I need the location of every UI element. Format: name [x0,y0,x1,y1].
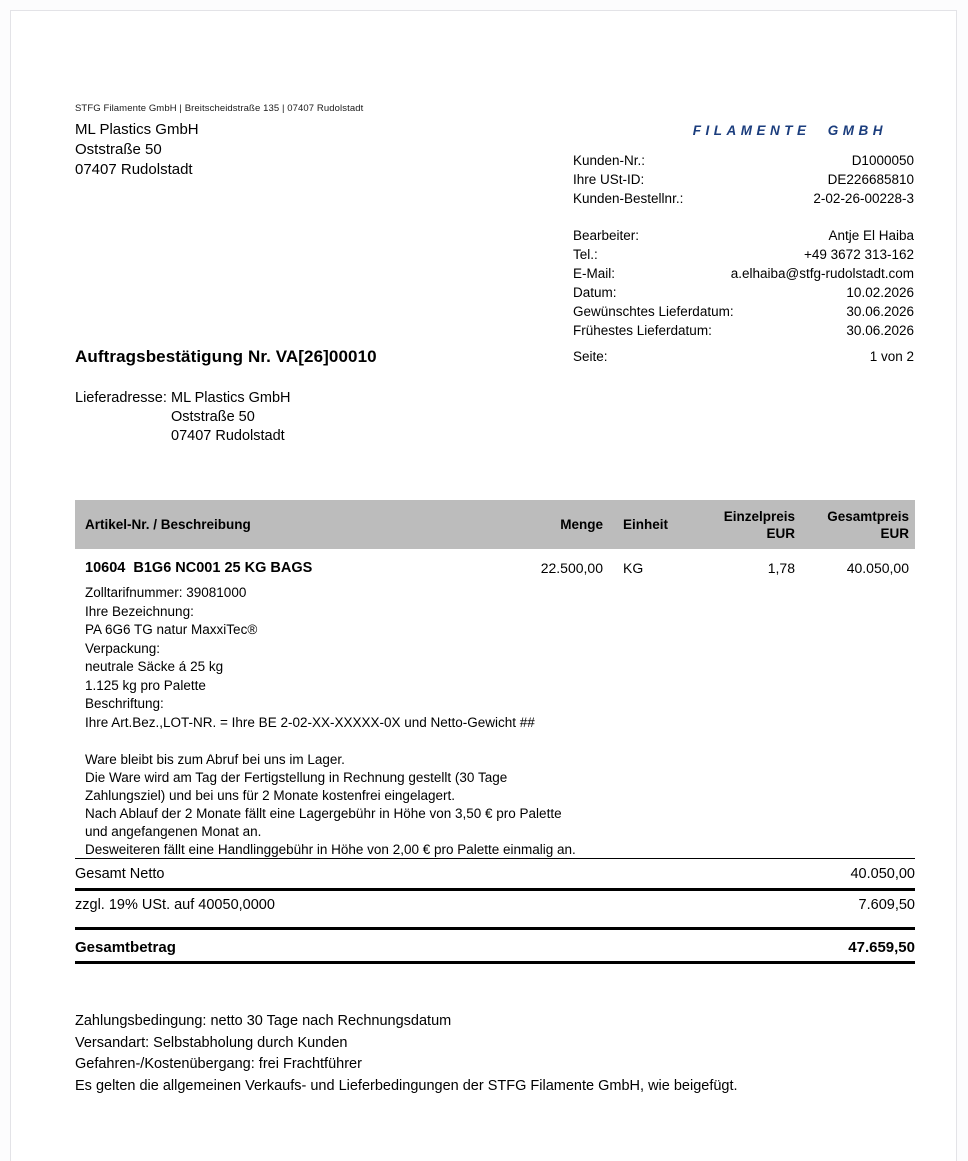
grand-total-value: 47.659,50 [848,939,915,956]
vat-value: 7.609,50 [858,897,915,913]
bestellnr-label: Kunden-Bestellnr.: [573,191,684,206]
net-total-row [75,866,915,882]
recipient-name: ML Plastics GmbH [75,121,199,138]
storage-notes [85,751,576,860]
divider-line [75,888,915,891]
col-unit-price-currency: EUR [766,526,795,541]
vat-label: zzgl. 19% USt. auf 40050,0000 [75,897,275,913]
divider-line [75,961,915,964]
item-detail-line: PA 6G6 TG natur MaxxiTec® [85,622,258,637]
item-detail-line: neutrale Säcke á 25 kg [85,659,224,674]
storage-note-line: Nach Ablauf der 2 Monate fällt eine Lagergebühr in Höhe von 3,50 € pro Palette [85,806,562,822]
item-detail-line: Ihre Art.Bez.,LOT-NR. = Ihre BE 2-02-XX-XXXXX-0X und Netto-Gewicht ## [85,714,535,730]
item-number-title: 10604 B1G6 NC001 25 KG BAGS [85,560,313,576]
datum-row [573,283,914,302]
email-label: E-Mail: [573,266,616,281]
col-unit-price-title: Einzelpreis [723,509,795,524]
gewuenschtes-lieferdatum-label: Gewünschtes Lieferdatum: [573,304,734,319]
gewuenschtes-lieferdatum-row [573,302,914,321]
payment-terms-line: Zahlungsbedingung: netto 30 Tage nach Rechnungsdatum [75,1013,452,1029]
item-details [85,584,535,732]
item-unit: KG [623,560,644,576]
col-unit-price-header [724,508,795,542]
company-logo: FILAMENTE GMBH [692,123,887,138]
storage-note-line: Desweiteren fällt eine Handlinggebühr in Höhe von 2,00 € pro Palette einmalig an. [85,842,576,858]
delivery-name: ML Plastics GmbH [171,390,291,406]
bearbeiter-value: Antje El Haiba [828,228,914,243]
grand-total-row [75,939,915,956]
terms-block [75,1011,738,1097]
net-total-value: 40.050,00 [850,866,915,882]
storage-note-line: Zahlungsziel) und bei uns für 2 Monate kostenfrei eingelagert. [85,788,455,804]
bearbeiter-row [573,226,914,245]
sender-line: STFG Filamente GmbH | Breitscheidstraße 135 | 07407 Rudolstadt [75,103,364,114]
page-number-value: 1 von 2 [869,349,914,364]
vat-row [75,897,915,913]
net-total-label: Gesamt Netto [75,866,165,882]
document-title: Auftragsbestätigung Nr. VA[26]00010 [75,347,377,366]
page-number-label: Seite: [573,349,608,364]
customer-info-block [573,151,914,208]
datum-label: Datum: [573,285,617,300]
storage-note-line: Ware bleibt bis zum Abruf bei uns im Lager. [85,752,345,767]
delivery-address [75,389,291,446]
col-total-price-header [827,508,909,542]
item-detail-line: 1.125 kg pro Palette [85,677,206,693]
ust-id-row [573,170,914,189]
gewuenschtes-lieferdatum-value: 30.06.2026 [846,304,914,319]
col-total-price-title: Gesamtpreis [827,509,909,524]
conditions-line: Es gelten die allgemeinen Verkaufs- und Lieferbedingungen der STFG Filamente GmbH, wie beigefügt. [75,1077,738,1094]
divider-line [75,858,915,859]
recipient-street: Oststraße 50 [75,141,162,158]
delivery-address-lines [171,389,291,446]
tel-row [573,245,914,264]
col-total-price-currency: EUR [880,526,909,541]
item-detail-line: Zolltarifnummer: 39081000 [85,585,247,600]
email-row [573,264,914,283]
kunden-nr-label: Kunden-Nr.: [573,153,646,168]
fruehestes-lieferdatum-value: 30.06.2026 [846,323,914,338]
bestellnr-row [573,189,914,208]
document-page [10,10,957,1161]
item-row [75,559,915,579]
tel-label: Tel.: [573,247,598,262]
col-unit-header: Einheit [623,517,669,532]
risk-transfer-line: Gefahren-/Kostenübergang: frei Frachtführer [75,1056,362,1072]
col-description-header: Artikel-Nr. / Beschreibung [85,517,251,532]
bearbeiter-label: Bearbeiter: [573,228,640,243]
item-detail-line: Beschriftung: [85,696,164,711]
delivery-city: 07407 Rudolstadt [171,428,285,444]
items-table-header [75,500,915,549]
shipping-terms-line: Versandart: Selbstabholung durch Kunden [75,1034,348,1051]
email-value: a.elhaiba@stfg-rudolstadt.com [730,266,914,281]
item-unit-price: 1,78 [767,560,795,576]
col-qty-header: Menge [560,517,603,532]
kunden-nr-row [573,151,914,170]
delivery-address-label: Lieferadresse: [75,390,167,406]
divider-line [75,927,915,930]
page-number-row [573,349,914,364]
item-qty: 22.500,00 [540,560,603,576]
item-total-price: 40.050,00 [846,560,909,576]
fruehestes-lieferdatum-label: Frühestes Lieferdatum: [573,323,712,338]
storage-note-line: und angefangenen Monat an. [85,824,262,840]
delivery-street: Oststraße 50 [171,409,255,425]
contact-info-block [573,226,914,340]
item-detail-line: Verpackung: [85,640,161,656]
ust-id-label: Ihre USt-ID: [573,172,645,187]
grand-total-label: Gesamtbetrag [75,939,176,956]
bestellnr-value: 2-02-26-00228-3 [813,191,914,206]
fruehestes-lieferdatum-row [573,321,914,340]
item-detail-line: Ihre Bezeichnung: [85,603,194,619]
kunden-nr-value: D1000050 [851,153,914,168]
recipient-address [75,120,199,180]
storage-note-line: Die Ware wird am Tag der Fertigstellung in Rechnung gestellt (30 Tage [85,770,508,786]
datum-value: 10.02.2026 [846,285,914,300]
ust-id-value: DE226685810 [827,172,914,187]
tel-value: +49 3672 313-162 [804,247,914,262]
recipient-city: 07407 Rudolstadt [75,161,193,178]
